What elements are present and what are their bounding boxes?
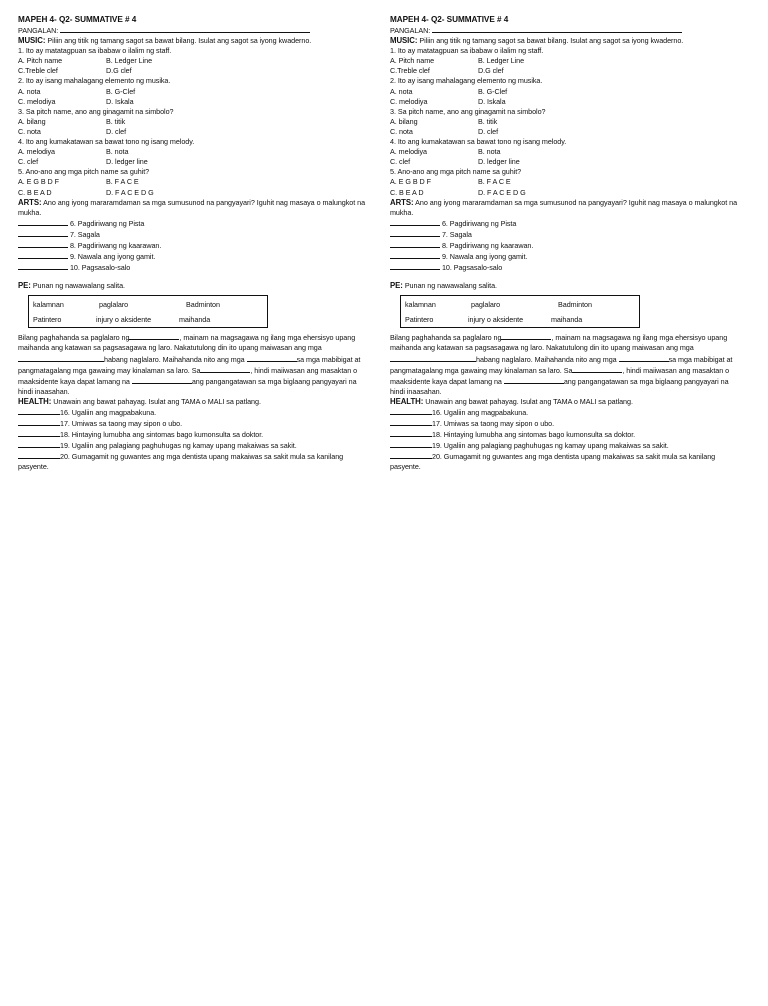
- health-item-text: 19. Ugaliin ang palagiang paghuhugas ng kamay upang makaiwas sa sakit.: [60, 441, 297, 451]
- option-b: B. F A C E: [106, 177, 139, 187]
- answer-blank[interactable]: [18, 440, 60, 448]
- option-a: A. nota: [18, 86, 41, 96]
- option-c: C. clef: [18, 157, 39, 167]
- word-bank-item: maihanda: [551, 315, 583, 325]
- pe-paragraph: [390, 332, 744, 397]
- arts-label: ARTS:: [18, 197, 42, 207]
- option-d: D. F A C E D G: [106, 187, 154, 197]
- option-a: A. nota: [390, 86, 413, 96]
- option-c: C. nota: [390, 126, 413, 136]
- arts-item-text: 6. Pagdiriwang ng Pista: [69, 218, 145, 228]
- worksheet-right: [390, 15, 744, 473]
- option-d: D. Iskala: [478, 96, 506, 106]
- health-item-text: 20. Gumagamit ng guwantes ang mga dentista upang makaiwas sa sakit mula sa kanilang pasyente.: [390, 452, 716, 472]
- health-item: [390, 451, 744, 472]
- option-d: D. F A C E D G: [478, 187, 526, 197]
- answer-blank[interactable]: [18, 218, 68, 226]
- health-label: HEALTH:: [390, 396, 424, 406]
- health-instruction: Unawain ang bawat pahayag. Isulat ang TAMA o MALI sa patlang.: [425, 396, 633, 406]
- pe-text: , hindi maiiwasan ang masaktan o maaksidente kaya dapat lamang na: [390, 365, 730, 386]
- pe-text: habang naglalaro. Maihahanda nito ang mga: [476, 354, 617, 364]
- answer-blank[interactable]: [390, 218, 440, 226]
- answer-blank[interactable]: [18, 429, 60, 437]
- word-bank: [400, 295, 640, 328]
- word-bank-item: maihanda: [179, 315, 211, 325]
- option-a: A. melodiya: [390, 147, 428, 157]
- answer-blank[interactable]: [18, 451, 60, 459]
- answer-blank[interactable]: [390, 240, 440, 248]
- arts-item: [390, 251, 744, 262]
- word-bank-item: injury o aksidente: [96, 315, 152, 325]
- health-item-text: 17. Umiwas sa taong may sipon o ubo.: [432, 419, 555, 429]
- answer-blank[interactable]: [390, 429, 432, 437]
- health-item: [18, 418, 372, 429]
- word-bank-item: injury o aksidente: [468, 315, 524, 325]
- option-a: A. bilang: [18, 116, 46, 126]
- arts-item-text: 7. Sagala: [69, 229, 100, 239]
- arts-item: [18, 251, 372, 262]
- option-c: C. melodiya: [18, 96, 56, 106]
- answer-blank[interactable]: [18, 418, 60, 426]
- pe-paragraph: [18, 332, 372, 397]
- word-bank-item: Badminton: [186, 300, 220, 310]
- option-b: B. titik: [106, 116, 126, 126]
- answer-blank[interactable]: [390, 262, 440, 270]
- answer-blank[interactable]: [390, 440, 432, 448]
- worksheet-title: MAPEH 4- Q2- SUMMATIVE # 4: [390, 15, 509, 24]
- option-d: D.G clef: [478, 66, 504, 76]
- name-line: [390, 25, 744, 36]
- arts-item: [390, 240, 744, 251]
- answer-blank[interactable]: [572, 365, 622, 373]
- option-b: B. nota: [106, 147, 129, 157]
- option-d: D. clef: [478, 126, 499, 136]
- option-b: B. G-Clef: [478, 86, 508, 96]
- arts-instruction: Ano ang iyong mararamdaman sa mga sumusunod na pangyayari? Iguhit nag masaya o malungkot na mukha.: [390, 197, 738, 217]
- option-b: B. Ledger Line: [106, 56, 153, 66]
- arts-item: [18, 229, 372, 240]
- health-item-text: 19. Ugaliin ang palagiang paghuhugas ng kamay upang makaiwas sa sakit.: [432, 441, 669, 451]
- answer-blank[interactable]: [18, 354, 104, 362]
- word-bank-item: Badminton: [558, 300, 592, 310]
- health-item: [18, 440, 372, 451]
- option-b: B. F A C E: [478, 177, 511, 187]
- arts-item: [390, 262, 744, 273]
- health-item-text: 20. Gumagamit ng guwantes ang mga dentista upang makaiwas sa sakit mula sa kanilang pasyente.: [18, 452, 344, 472]
- option-d: D. ledger line: [478, 157, 520, 167]
- answer-blank[interactable]: [501, 332, 551, 340]
- pe-label: PE:: [390, 281, 403, 291]
- answer-blank[interactable]: [18, 262, 68, 270]
- question-5: 5. Ano-ano ang mga pitch name sa guhit?: [390, 167, 522, 177]
- arts-item: [390, 229, 744, 240]
- health-item-text: 17. Umiwas sa taong may sipon o ubo.: [60, 419, 183, 429]
- music-instruction: Piliin ang titik ng tamang sagot sa bawat bilang. Isulat ang sagot sa iyong kwaderno.: [47, 36, 312, 46]
- name-label: PANGALAN:: [390, 26, 431, 35]
- question-2: 2. Ito ay isang mahalagang elemento ng musika.: [390, 76, 543, 86]
- arts-item: [18, 218, 372, 229]
- answer-blank[interactable]: [132, 376, 192, 384]
- arts-item-text: 10. Pagsasalo-salo: [441, 263, 503, 273]
- option-c: C.Treble clef: [18, 66, 58, 76]
- option-b: B. Ledger Line: [478, 56, 525, 66]
- pe-text: sa mga mabibigat at pangmatagalang mga gawaing may kinalaman sa laro. Sa: [18, 354, 361, 375]
- arts-item-text: 9. Nawala ang iyong gamit.: [441, 252, 528, 262]
- answer-blank[interactable]: [390, 451, 432, 459]
- answer-blank[interactable]: [18, 407, 60, 415]
- health-item-text: 16. Ugaliin ang magpabakuna.: [60, 408, 157, 417]
- arts-instruction: Ano ang iyong mararamdaman sa mga sumusunod na pangyayari? Iguhit nag masaya o malungkot na mukha.: [18, 197, 366, 217]
- health-label: HEALTH:: [18, 396, 52, 406]
- option-a: A. E G B D F: [18, 177, 59, 187]
- answer-blank[interactable]: [504, 376, 564, 384]
- health-item: [18, 429, 372, 440]
- pe-instruction: Punan ng nawawalang salita.: [404, 281, 497, 291]
- health-item-text: 18. Hintaying lumubha ang sintomas bago kumonsulta sa doktor.: [60, 430, 264, 440]
- worksheet-title: MAPEH 4- Q2- SUMMATIVE # 4: [18, 15, 137, 24]
- answer-blank[interactable]: [390, 418, 432, 426]
- arts-label: ARTS:: [390, 197, 414, 207]
- word-bank-item: paglalaro: [99, 300, 129, 310]
- word-bank-item: Patintero: [405, 315, 434, 325]
- answer-blank[interactable]: [390, 251, 440, 259]
- question-3: 3. Sa pitch name, ano ang ginagamit na simbolo?: [390, 106, 546, 116]
- pe-text: , mainam na magsagawa ng ilang mga ehersisyo upang maihanda ang katawan sa pagsasagawa ng laro. Nakatutulong din ito upang maiwasan ang mga: [390, 333, 728, 353]
- name-blank[interactable]: [432, 25, 682, 33]
- question-4: 4. Ito ang kumakatawan sa bawat tono ng isang melody.: [18, 137, 195, 147]
- question-1: 1. Ito ay matatagpuan sa ibabaw o ilalim ng staff.: [390, 46, 544, 56]
- option-c: C. nota: [18, 126, 41, 136]
- pe-text: ang pangangatawan sa mga biglaang pangyayari na hindi inaasahan.: [390, 376, 729, 396]
- word-bank-item: kalamnan: [33, 300, 64, 310]
- question-1: 1. Ito ay matatagpuan sa ibabaw o ilalim ng staff.: [18, 46, 172, 56]
- pe-text: sa mga mabibigat at pangmatagalang mga gawaing may kinalaman sa laro. Sa: [390, 354, 733, 375]
- arts-item-text: 7. Sagala: [441, 229, 472, 239]
- question-5: 5. Ano-ano ang mga pitch name sa guhit?: [18, 167, 150, 177]
- answer-blank[interactable]: [390, 407, 432, 415]
- arts-item-text: 9. Nawala ang iyong gamit.: [69, 252, 156, 262]
- name-blank[interactable]: [60, 25, 310, 33]
- answer-blank[interactable]: [390, 354, 476, 362]
- health-item-text: 16. Ugaliin ang magpabakuna.: [432, 408, 529, 417]
- option-b: B. G-Clef: [106, 86, 136, 96]
- option-d: D. ledger line: [106, 157, 148, 167]
- question-2: 2. Ito ay isang mahalagang elemento ng musika.: [18, 76, 171, 86]
- arts-item-text: 10. Pagsasalo-salo: [69, 263, 131, 273]
- health-item: [390, 418, 744, 429]
- pe-label: PE:: [18, 281, 31, 291]
- option-c: C. melodiya: [390, 96, 428, 106]
- health-item: [390, 429, 744, 440]
- health-item: [390, 407, 744, 418]
- answer-blank[interactable]: [247, 354, 297, 362]
- music-label: MUSIC:: [390, 36, 418, 46]
- pe-text: Bilang paghahanda sa paglalaro ng: [390, 333, 502, 343]
- option-a: A. bilang: [390, 116, 418, 126]
- word-bank: [28, 295, 268, 328]
- option-d: D. clef: [106, 126, 127, 136]
- arts-item-text: 8. Pagdiriwang ng kaarawan.: [69, 240, 162, 250]
- pe-text: , mainam na magsagawa ng ilang mga ehersisyo upang maihanda ang katawan sa pagsasagawa ng laro. Nakatutulong din ito upang maiwasan ang mga: [18, 333, 356, 353]
- name-line: [18, 25, 372, 36]
- option-d: D.G clef: [106, 66, 132, 76]
- answer-blank[interactable]: [129, 332, 179, 340]
- name-label: PANGALAN:: [18, 26, 59, 35]
- health-item: [18, 407, 372, 418]
- question-4: 4. Ito ang kumakatawan sa bawat tono ng isang melody.: [390, 137, 567, 147]
- arts-item-text: 8. Pagdiriwang ng kaarawan.: [441, 240, 534, 250]
- pe-text: ang pangangatawan sa mga biglaang pangyayari na hindi inaasahan.: [18, 376, 357, 396]
- word-bank-item: Patintero: [33, 315, 62, 325]
- option-b: B. titik: [478, 116, 498, 126]
- health-item: [18, 451, 372, 472]
- answer-blank[interactable]: [619, 354, 669, 362]
- arts-item: [390, 218, 744, 229]
- music-label: MUSIC:: [18, 36, 46, 46]
- health-item: [390, 440, 744, 451]
- worksheet-left: [18, 15, 372, 473]
- answer-blank[interactable]: [200, 365, 250, 373]
- option-d: D. Iskala: [106, 96, 134, 106]
- option-c: C. B E A D: [390, 187, 424, 197]
- pe-text: habang naglalaro. Maihahanda nito ang mga: [104, 354, 245, 364]
- option-c: C. B E A D: [18, 187, 52, 197]
- option-a: A. Pitch name: [18, 56, 63, 66]
- word-bank-item: paglalaro: [471, 300, 501, 310]
- option-a: A. E G B D F: [390, 177, 431, 187]
- answer-blank[interactable]: [18, 240, 68, 248]
- answer-blank[interactable]: [18, 251, 68, 259]
- option-c: C.Treble clef: [390, 66, 430, 76]
- arts-item-text: 6. Pagdiriwang ng Pista: [441, 218, 517, 228]
- health-instruction: Unawain ang bawat pahayag. Isulat ang TAMA o MALI sa patlang.: [53, 396, 261, 406]
- arts-item: [18, 240, 372, 251]
- music-instruction: Piliin ang titik ng tamang sagot sa bawat bilang. Isulat ang sagot sa iyong kwaderno.: [419, 36, 684, 46]
- option-a: A. melodiya: [18, 147, 56, 157]
- pe-instruction: Punan ng nawawalang salita.: [32, 281, 125, 291]
- answer-blank[interactable]: [18, 229, 68, 237]
- option-a: A. Pitch name: [390, 56, 435, 66]
- option-c: C. clef: [390, 157, 411, 167]
- pe-text: Bilang paghahanda sa paglalaro ng: [18, 333, 130, 343]
- question-3: 3. Sa pitch name, ano ang ginagamit na simbolo?: [18, 106, 174, 116]
- answer-blank[interactable]: [390, 229, 440, 237]
- word-bank-item: kalamnan: [405, 300, 436, 310]
- health-item-text: 18. Hintaying lumubha ang sintomas bago kumonsulta sa doktor.: [432, 430, 636, 440]
- option-b: B. nota: [478, 147, 501, 157]
- arts-item: [18, 262, 372, 273]
- pe-text: , hindi maiiwasan ang masaktan o maaksidente kaya dapat lamang na: [18, 365, 358, 386]
